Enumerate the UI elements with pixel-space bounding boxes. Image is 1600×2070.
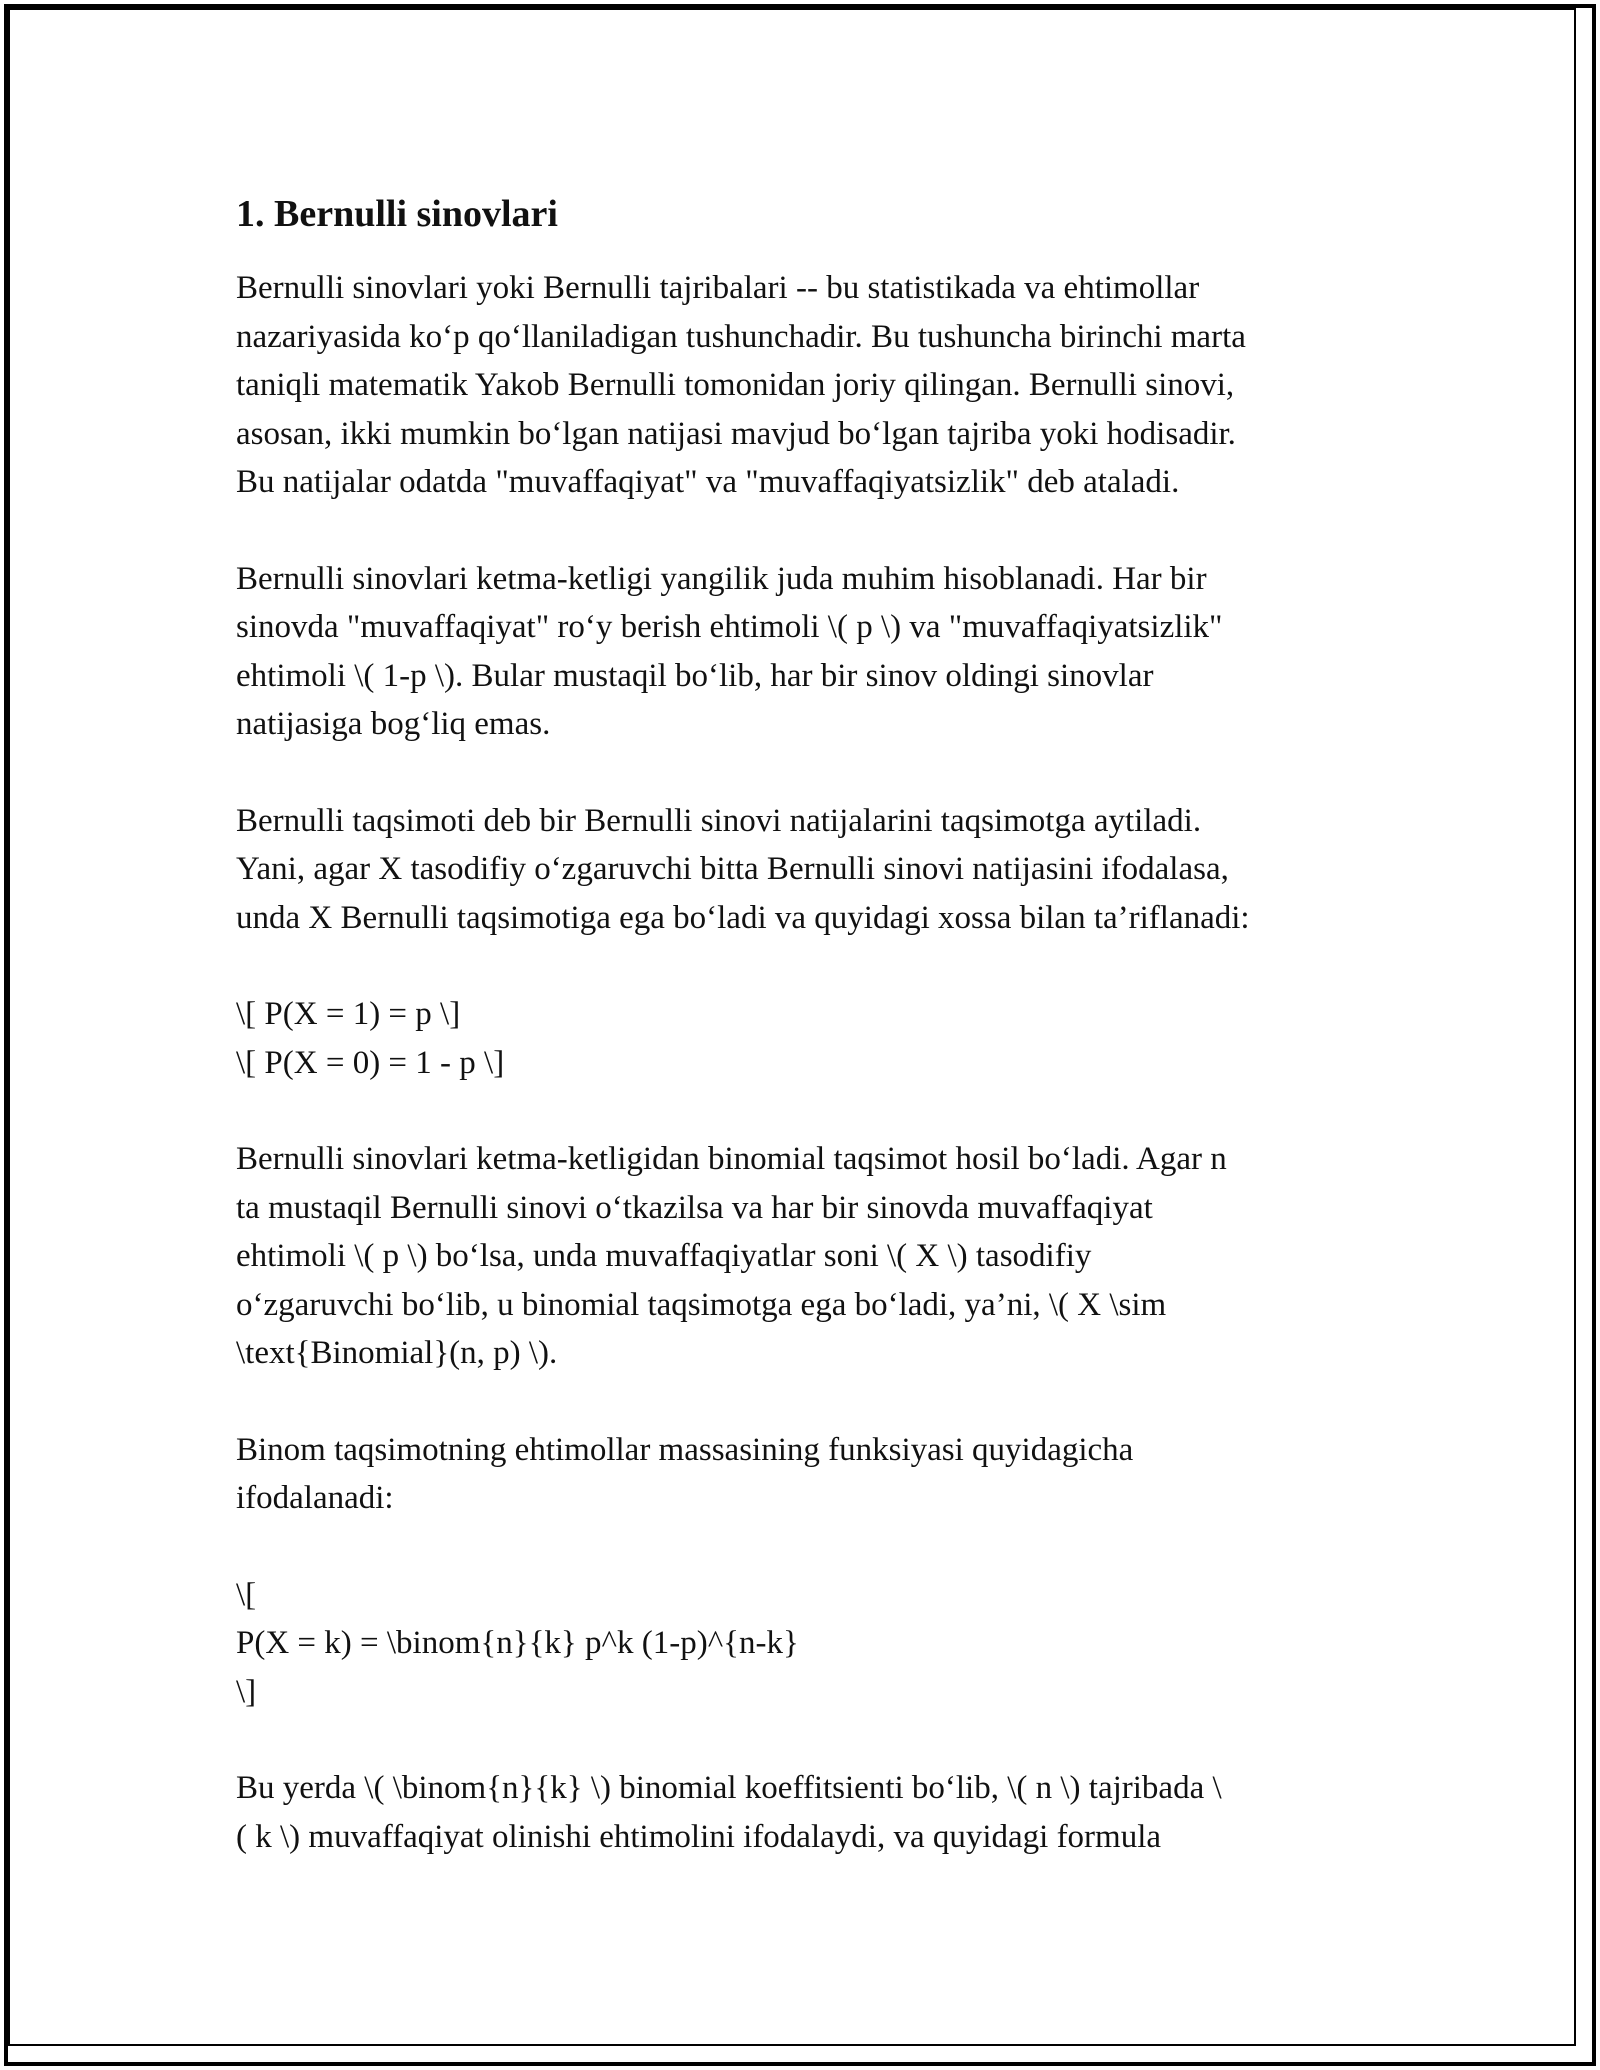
formula-line: \[ P(X = 0) = 1 - p \] xyxy=(236,1044,505,1081)
section-heading: 1. Bernulli sinovlari xyxy=(236,193,558,235)
formula-line: P(X = k) = \binom{n}{k} p^k (1-p)^{n-k} xyxy=(236,1625,799,1661)
text-line: Bu yerda \( \binom{n}{k} \) binomial koeffitsienti bo‘lib, \( n \) tajribada \ xyxy=(236,1770,1222,1806)
text-line: Bernulli sinovlari ketma-ketligi yangilik juda muhim hisoblanadi. Har bir xyxy=(236,560,1207,597)
paragraph-intro xyxy=(236,264,1386,507)
text-line: asosan, ikki mumkin bo‘lgan natijasi mavjud bo‘lgan tajriba yoki hodisadir. xyxy=(236,415,1236,452)
formula-line: \] xyxy=(236,1673,257,1710)
formula-line: \[ P(X = 1) = p \] xyxy=(236,996,461,1032)
paragraph-sequence xyxy=(236,555,1386,749)
document-page xyxy=(236,188,1386,1909)
text-line: Yani, agar X tasodifiy o‘zgaruvchi bitta Bernulli sinovi natijasini ifodalasa, xyxy=(236,851,1229,887)
text-line: ehtimoli \( 1-p \). Bular mustaqil bo‘lib, har bir sinov oldingi sinovlar xyxy=(236,657,1154,694)
paragraph-pmf-intro xyxy=(236,1426,1386,1523)
text-line: ta mustaqil Bernulli sinovi o‘tkazilsa va har bir sinovda muvaffaqiyat xyxy=(236,1189,1153,1226)
text-line: natijasiga bog‘liq emas. xyxy=(236,706,551,742)
text-line: Bernulli sinovlari yoki Bernulli tajribalari -- bu statistikada va ehtimollar xyxy=(236,270,1200,306)
formula-bernoulli xyxy=(236,990,1386,1087)
text-line: Bernulli sinovlari ketma-ketligidan binomial taqsimot hosil bo‘ladi. Agar n xyxy=(236,1141,1227,1177)
formula-binomial-pmf xyxy=(236,1571,1386,1717)
text-line: ifodalanadi: xyxy=(236,1480,394,1516)
text-line: unda X Bernulli taqsimotiga ega bo‘ladi va quyidagi xossa bilan ta’riflanadi: xyxy=(236,899,1250,936)
text-line: nazariyasida ko‘p qo‘llaniladigan tushunchadir. Bu tushuncha birinchi marta xyxy=(236,318,1246,355)
text-line: \text{Binomial}(n, p) \). xyxy=(236,1335,558,1371)
text-line: Binom taqsimotning ehtimollar massasining funksiyasi quyidagicha xyxy=(236,1431,1134,1468)
text-line: o‘zgaruvchi bo‘lib, u binomial taqsimotga ega bo‘ladi, ya’ni, \( X \sim xyxy=(236,1286,1167,1323)
paragraph-coefficient xyxy=(236,1764,1386,1861)
paragraph-distribution xyxy=(236,797,1386,943)
text-line: Bu natijalar odatda "muvaffaqiyat" va "muvaffaqiyatsizlik" deb ataladi. xyxy=(236,464,1180,500)
text-line: taniqli matematik Yakob Bernulli tomonidan joriy qilingan. Bernulli sinovi, xyxy=(236,367,1235,403)
formula-line: \[ xyxy=(236,1576,257,1613)
paragraph-binomial xyxy=(236,1135,1386,1378)
text-line: sinovda "muvaffaqiyat" ro‘y berish ehtimoli \( p \) va "muvaffaqiyatsizlik" xyxy=(236,609,1223,645)
text-line: Bernulli taqsimoti deb bir Bernulli sinovi natijalarini taqsimotga aytiladi. xyxy=(236,802,1202,839)
text-line: ehtimoli \( p \) bo‘lsa, unda muvaffaqiyatlar soni \( X \) tasodifiy xyxy=(236,1238,1092,1274)
text-line: ( k \) muvaffaqiyat olinishi ehtimolini ifodalaydi, va quyidagi formula xyxy=(236,1818,1162,1855)
